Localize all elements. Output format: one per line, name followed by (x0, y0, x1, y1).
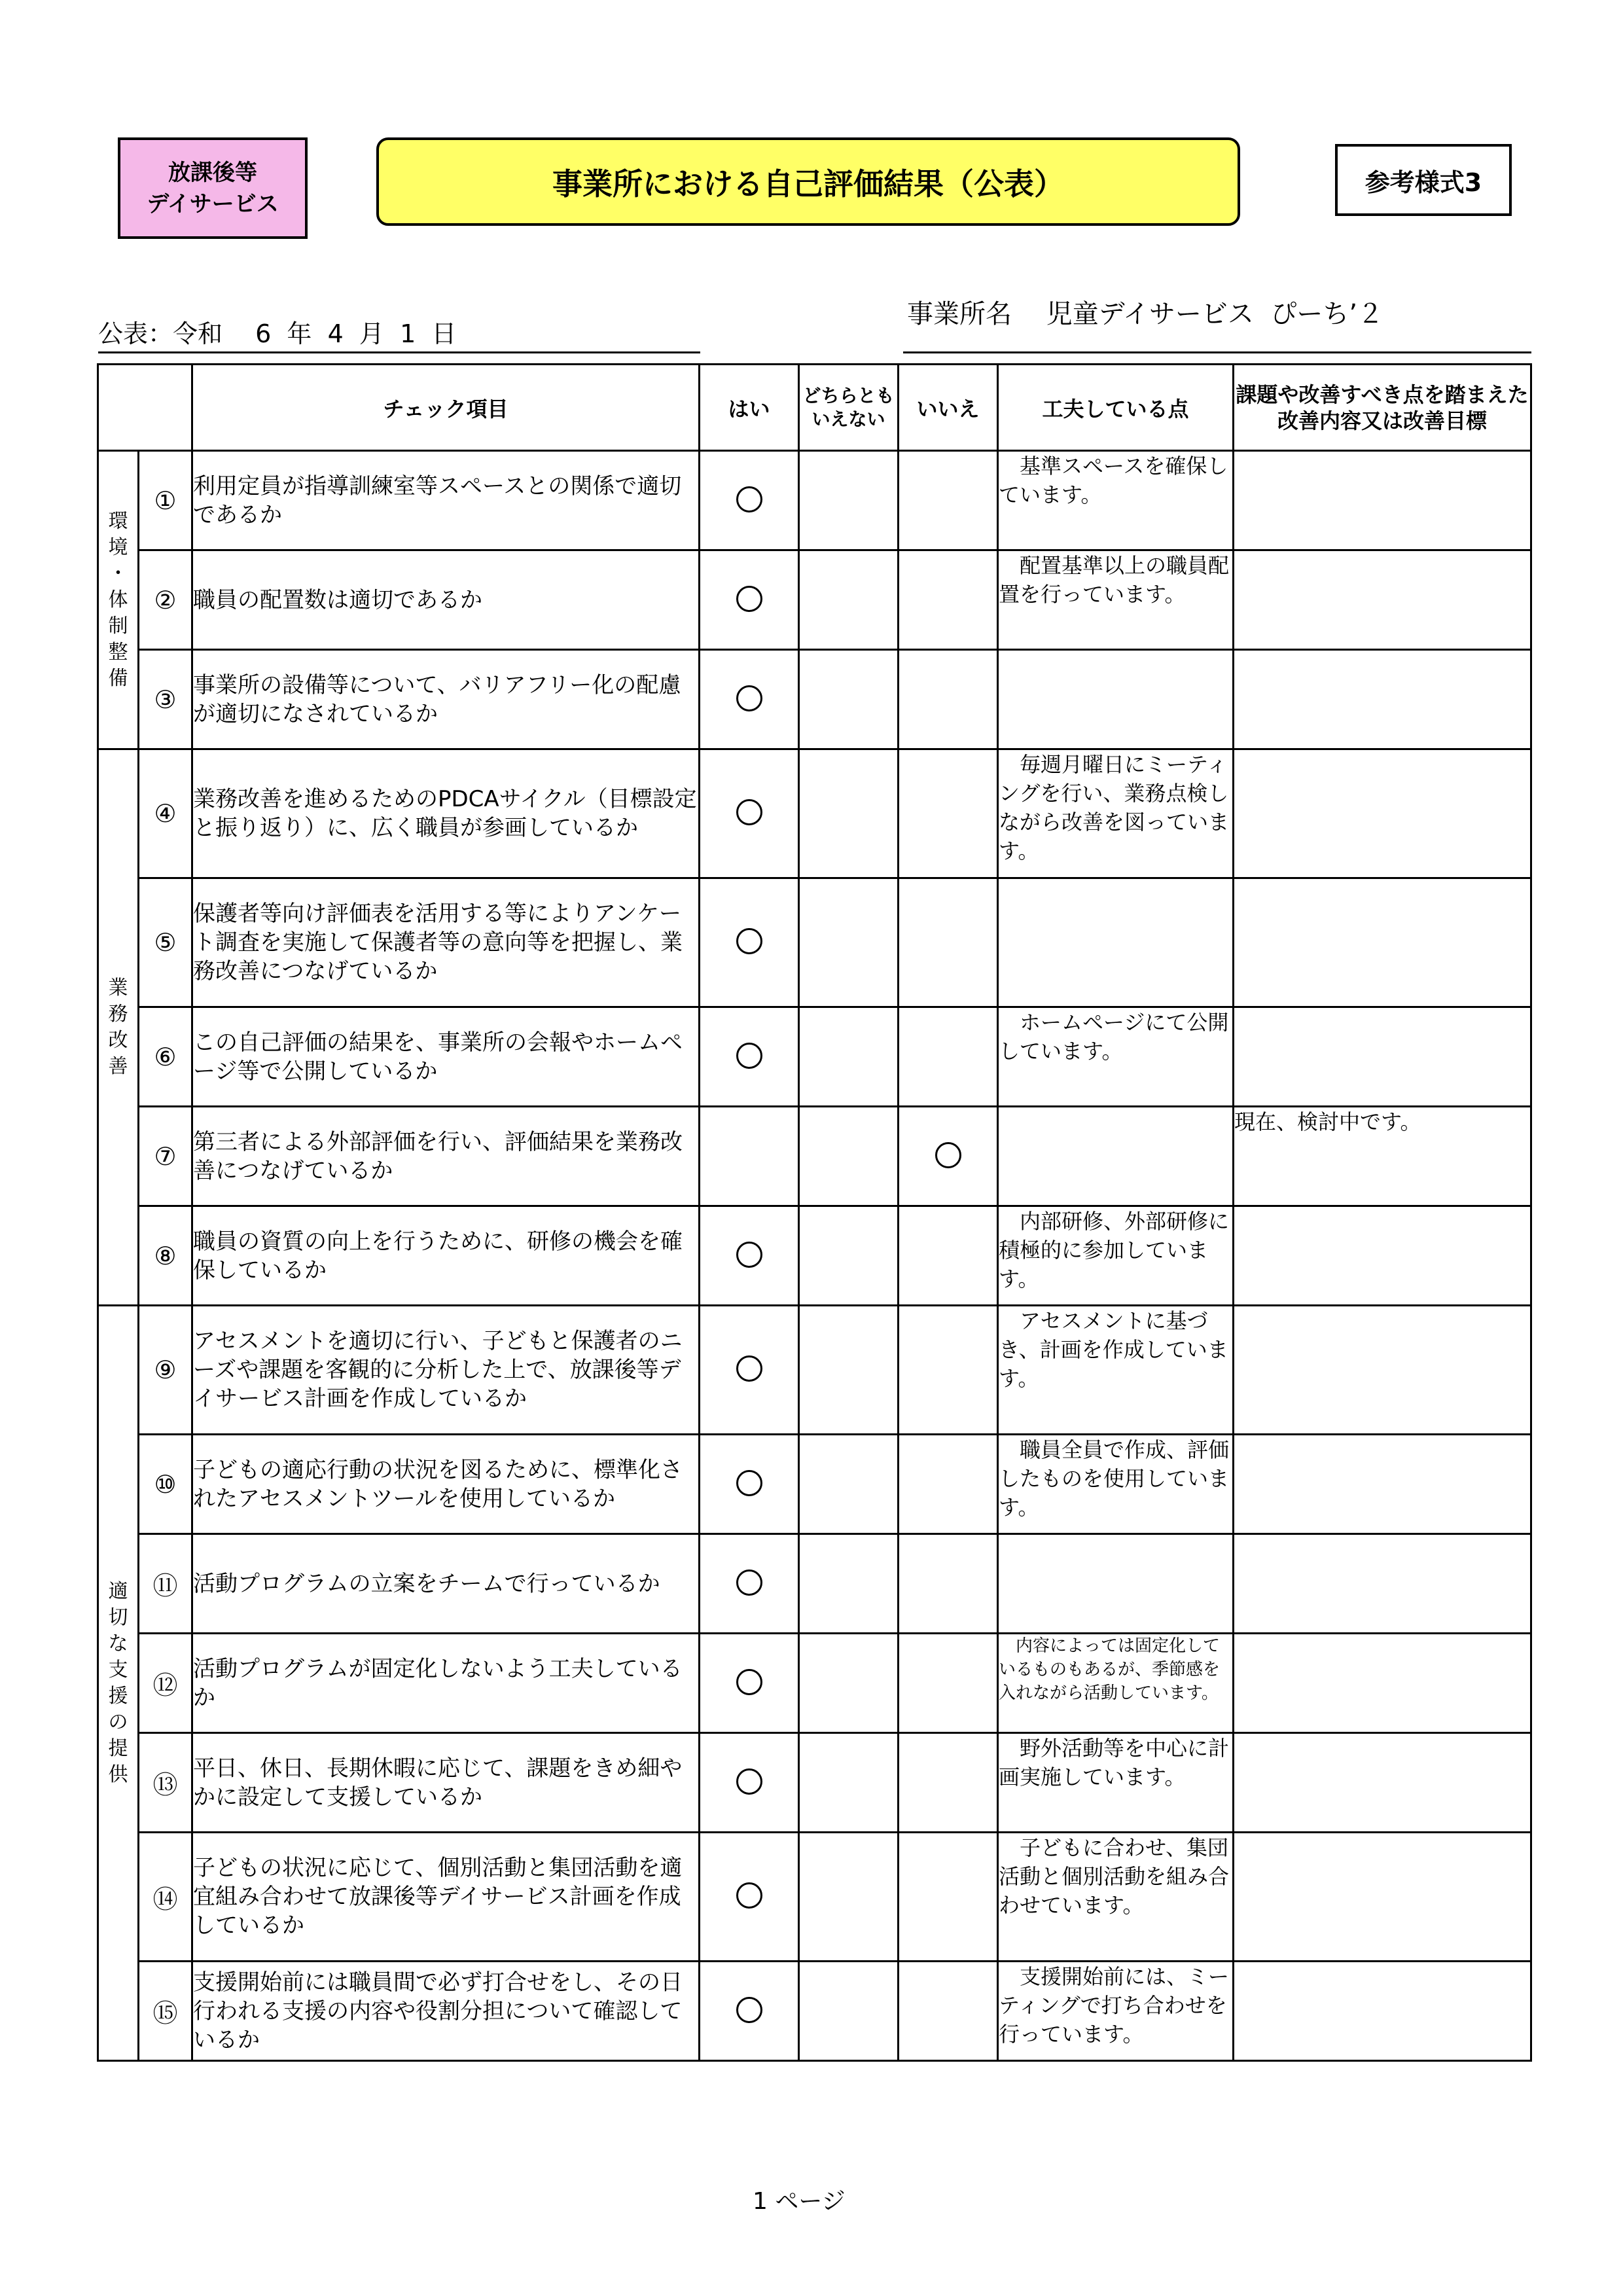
answer-neither-cell (799, 1634, 899, 1733)
header-no: いいえ (899, 365, 998, 451)
answer-yes-cell (700, 1107, 799, 1206)
self-evaluation-table (97, 363, 1532, 2062)
item-number: ① (139, 451, 192, 550)
answer-yes-cell (700, 749, 799, 878)
improvement-note (1234, 1833, 1531, 1962)
table-row (98, 451, 1531, 550)
effort-note (998, 650, 1234, 749)
answer-neither-cell (799, 1206, 899, 1306)
answer-circle-mark (736, 1882, 762, 1909)
table-row (98, 749, 1531, 878)
answer-no-cell (899, 550, 998, 650)
answer-neither-cell (799, 1962, 899, 2061)
category-char: の (108, 1710, 128, 1734)
answer-circle-mark (736, 586, 762, 612)
effort-note: 毎週月曜日にミーティングを行い、業務点検しながら改善を図っています。 (998, 749, 1234, 878)
category-char: 制 (108, 614, 128, 637)
category-char: 切 (108, 1605, 128, 1629)
effort-note: 支援開始前には、ミーティングで打ち合わせを行っています。 (998, 1962, 1234, 2061)
answer-yes-cell (700, 1306, 799, 1435)
improvement-note (1234, 650, 1531, 749)
effort-note (998, 878, 1234, 1007)
category-char: 援 (108, 1684, 128, 1708)
check-item-text: 利用定員が指導訓練室等スペースとの関係で適切であるか (192, 451, 700, 550)
answer-yes-cell (700, 1634, 799, 1733)
header-improvement: 課題や改善すべき点を踏まえた改善内容又は改善目標 (1234, 365, 1531, 451)
improvement-note (1234, 1534, 1531, 1634)
check-item-text: 支援開始前には職員間で必ず打合せをし、その日行われる支援の内容や役割分担について確認しているか (192, 1962, 700, 2061)
answer-no-cell (899, 1206, 998, 1306)
category-char: 整 (108, 640, 128, 664)
check-item-text: 第三者による外部評価を行い、評価結果を業務改善につなげているか (192, 1107, 700, 1206)
item-number: ⑤ (139, 878, 192, 1007)
category-char: 体 (108, 588, 128, 611)
answer-neither-cell (799, 1733, 899, 1833)
category-vertical-text (99, 975, 137, 1080)
item-number: ⑨ (139, 1306, 192, 1435)
answer-circle-mark (736, 1242, 762, 1268)
service-type-badge (118, 137, 308, 239)
item-number: ④ (139, 749, 192, 878)
category-label (98, 749, 139, 1306)
effort-note: 野外活動等を中心に計画実施しています。 (998, 1733, 1234, 1833)
category-label (98, 1306, 139, 2061)
answer-yes-cell (700, 1435, 799, 1534)
improvement-note (1234, 1435, 1531, 1534)
answer-neither-cell (799, 1534, 899, 1634)
category-char: 環 (108, 509, 128, 533)
table-row (98, 1107, 1531, 1206)
answer-no-cell (899, 878, 998, 1007)
item-number: ② (139, 550, 192, 650)
improvement-note: 現在、検討中です。 (1234, 1107, 1531, 1206)
check-item-text: 事業所の設備等について、バリアフリー化の配慮が適切になされているか (192, 650, 700, 749)
item-number: ⑥ (139, 1007, 192, 1107)
category-char: 支 (108, 1658, 128, 1681)
check-item-text: 子どもの適応行動の状況を図るために、標準化されたアセスメントツールを使用しているか (192, 1435, 700, 1534)
answer-yes-cell (700, 1007, 799, 1107)
table-row (98, 550, 1531, 650)
answer-circle-mark (736, 1669, 762, 1695)
item-number: ⑫ (139, 1634, 192, 1733)
office-name: 事業所名 児童デイサービス ぴーち’２ (903, 291, 1531, 353)
category-char: 善 (108, 1054, 128, 1078)
header-check-item: チェック項目 (192, 365, 700, 451)
answer-yes-cell (700, 650, 799, 749)
check-item-text: 子どもの状況に応じて、個別活動と集団活動を適宜組み合わせて放課後等デイサービス計画を作成しているか (192, 1833, 700, 1962)
effort-note (998, 1534, 1234, 1634)
item-number: ⑪ (139, 1534, 192, 1634)
table-row (98, 650, 1531, 749)
table-row (98, 1306, 1531, 1435)
answer-circle-mark (736, 685, 762, 711)
effort-note: ホームページにて公開しています。 (998, 1007, 1234, 1107)
publication-date: 公表：令和 6 年 4 月 1 日 (98, 314, 700, 353)
improvement-note (1234, 1206, 1531, 1306)
improvement-note (1234, 550, 1531, 650)
effort-note (998, 1107, 1234, 1206)
category-char: 提 (108, 1736, 128, 1760)
check-item-text: 職員の配置数は適切であるか (192, 550, 700, 650)
service-type-line1: 放課後等 (168, 159, 257, 186)
page-number: 1 ページ (753, 2188, 846, 2215)
answer-no-cell (899, 1634, 998, 1733)
category-vertical-text (99, 509, 137, 692)
table-row (98, 1206, 1531, 1306)
category-char: 改 (108, 1028, 128, 1052)
item-number: ③ (139, 650, 192, 749)
item-number: ⑩ (139, 1435, 192, 1534)
item-number: ⑬ (139, 1733, 192, 1833)
answer-circle-mark (736, 486, 762, 512)
answer-circle-mark (736, 799, 762, 825)
improvement-note (1234, 1634, 1531, 1733)
answer-yes-cell (700, 550, 799, 650)
check-item-text: 活動プログラムの立案をチームで行っているか (192, 1534, 700, 1634)
service-type-line2: デイサービス (147, 190, 279, 217)
answer-circle-mark (736, 928, 762, 954)
answer-circle-mark (736, 1570, 762, 1596)
table-row (98, 1007, 1531, 1107)
check-item-text: 活動プログラムが固定化しないよう工夫しているか (192, 1634, 700, 1733)
improvement-note (1234, 451, 1531, 550)
effort-note: 内容によっては固定化しているものもあるが、季節感を入れながら活動しています。 (998, 1634, 1234, 1733)
effort-note: アセスメントに基づき、計画を作成しています。 (998, 1306, 1234, 1435)
answer-no-cell (899, 1534, 998, 1634)
item-number: ⑦ (139, 1107, 192, 1206)
effort-note: 職員全員で作成、評価したものを使用しています。 (998, 1435, 1234, 1534)
category-char: な (108, 1632, 128, 1655)
document-title: 事業所における自己評価結果（公表） (376, 137, 1240, 226)
category-char: 備 (108, 666, 128, 690)
check-item-text: 平日、休日、長期休暇に応じて、課題をきめ細やかに設定して支援しているか (192, 1733, 700, 1833)
table-row (98, 878, 1531, 1007)
effort-note: 配置基準以上の職員配置を行っています。 (998, 550, 1234, 650)
answer-neither-cell (799, 1435, 899, 1534)
table-row (98, 1733, 1531, 1833)
answer-neither-cell (799, 1107, 899, 1206)
check-item-text: 職員の資質の向上を行うために、研修の機会を確保しているか (192, 1206, 700, 1306)
answer-no-cell (899, 650, 998, 749)
effort-note: 子どもに合わせ、集団活動と個別活動を組み合わせています。 (998, 1833, 1234, 1962)
answer-circle-mark (736, 1997, 762, 2023)
answer-neither-cell (799, 650, 899, 749)
effort-note: 内部研修、外部研修に積極的に参加しています。 (998, 1206, 1234, 1306)
table-row (98, 1634, 1531, 1733)
improvement-note (1234, 1962, 1531, 2061)
category-char: 供 (108, 1763, 128, 1786)
answer-no-cell (899, 749, 998, 878)
table-header-row (98, 365, 1531, 451)
answer-yes-cell (700, 451, 799, 550)
check-item-text: アセスメントを適切に行い、子どもと保護者のニーズや課題を客観的に分析した上で、放課後等デイサービス計画を作成しているか (192, 1306, 700, 1435)
category-char: 境 (108, 535, 128, 559)
answer-no-cell (899, 1962, 998, 2061)
answer-neither-cell (799, 878, 899, 1007)
category-vertical-text (99, 1579, 137, 1788)
improvement-note (1234, 878, 1531, 1007)
table-row (98, 1833, 1531, 1962)
check-item-text: 業務改善を進めるためのPDCAサイクル（目標設定と振り返り）に、広く職員が参画しているか (192, 749, 700, 878)
answer-yes-cell (700, 878, 799, 1007)
category-char: 業 (108, 976, 128, 999)
answer-no-cell (899, 1733, 998, 1833)
answer-yes-cell (700, 1833, 799, 1962)
header-neither: どちらとも いえない (799, 365, 899, 451)
answer-yes-cell (700, 1733, 799, 1833)
item-number: ⑧ (139, 1206, 192, 1306)
item-number: ⑭ (139, 1833, 192, 1962)
answer-neither-cell (799, 550, 899, 650)
answer-yes-cell (700, 1962, 799, 2061)
answer-no-cell (899, 1833, 998, 1962)
improvement-note (1234, 1306, 1531, 1435)
answer-no-cell (899, 451, 998, 550)
answer-neither-cell (799, 1306, 899, 1435)
answer-yes-cell (700, 1206, 799, 1306)
answer-circle-mark (935, 1142, 961, 1168)
answer-circle-mark (736, 1043, 762, 1069)
answer-no-cell (899, 1306, 998, 1435)
improvement-note (1234, 1733, 1531, 1833)
check-item-text: この自己評価の結果を、事業所の会報やホームページ等で公開しているか (192, 1007, 700, 1107)
answer-neither-cell (799, 749, 899, 878)
category-char: ・ (108, 562, 128, 585)
answer-circle-mark (736, 1470, 762, 1496)
header-yes: はい (700, 365, 799, 451)
check-item-text: 保護者等向け評価表を活用する等によりアンケート調査を実施して保護者等の意向等を把握し、業務改善につなげているか (192, 878, 700, 1007)
answer-no-cell (899, 1107, 998, 1206)
table-row (98, 1962, 1531, 2061)
improvement-note (1234, 1007, 1531, 1107)
answer-no-cell (899, 1007, 998, 1107)
answer-neither-cell (799, 451, 899, 550)
answer-circle-mark (736, 1355, 762, 1382)
answer-neither-cell (799, 1833, 899, 1962)
answer-neither-cell (799, 1007, 899, 1107)
answer-circle-mark (736, 1768, 762, 1795)
category-label (98, 451, 139, 749)
category-char: 務 (108, 1002, 128, 1026)
item-number: ⑮ (139, 1962, 192, 2061)
answer-yes-cell (700, 1534, 799, 1634)
category-char: 適 (108, 1579, 128, 1603)
effort-note: 基準スペースを確保しています。 (998, 451, 1234, 550)
improvement-note (1234, 749, 1531, 878)
table-row (98, 1435, 1531, 1534)
table-row (98, 1534, 1531, 1634)
header-effort: 工夫している点 (998, 365, 1234, 451)
header-blank (98, 365, 192, 451)
form-reference: 参考様式3 (1335, 144, 1512, 216)
answer-no-cell (899, 1435, 998, 1534)
